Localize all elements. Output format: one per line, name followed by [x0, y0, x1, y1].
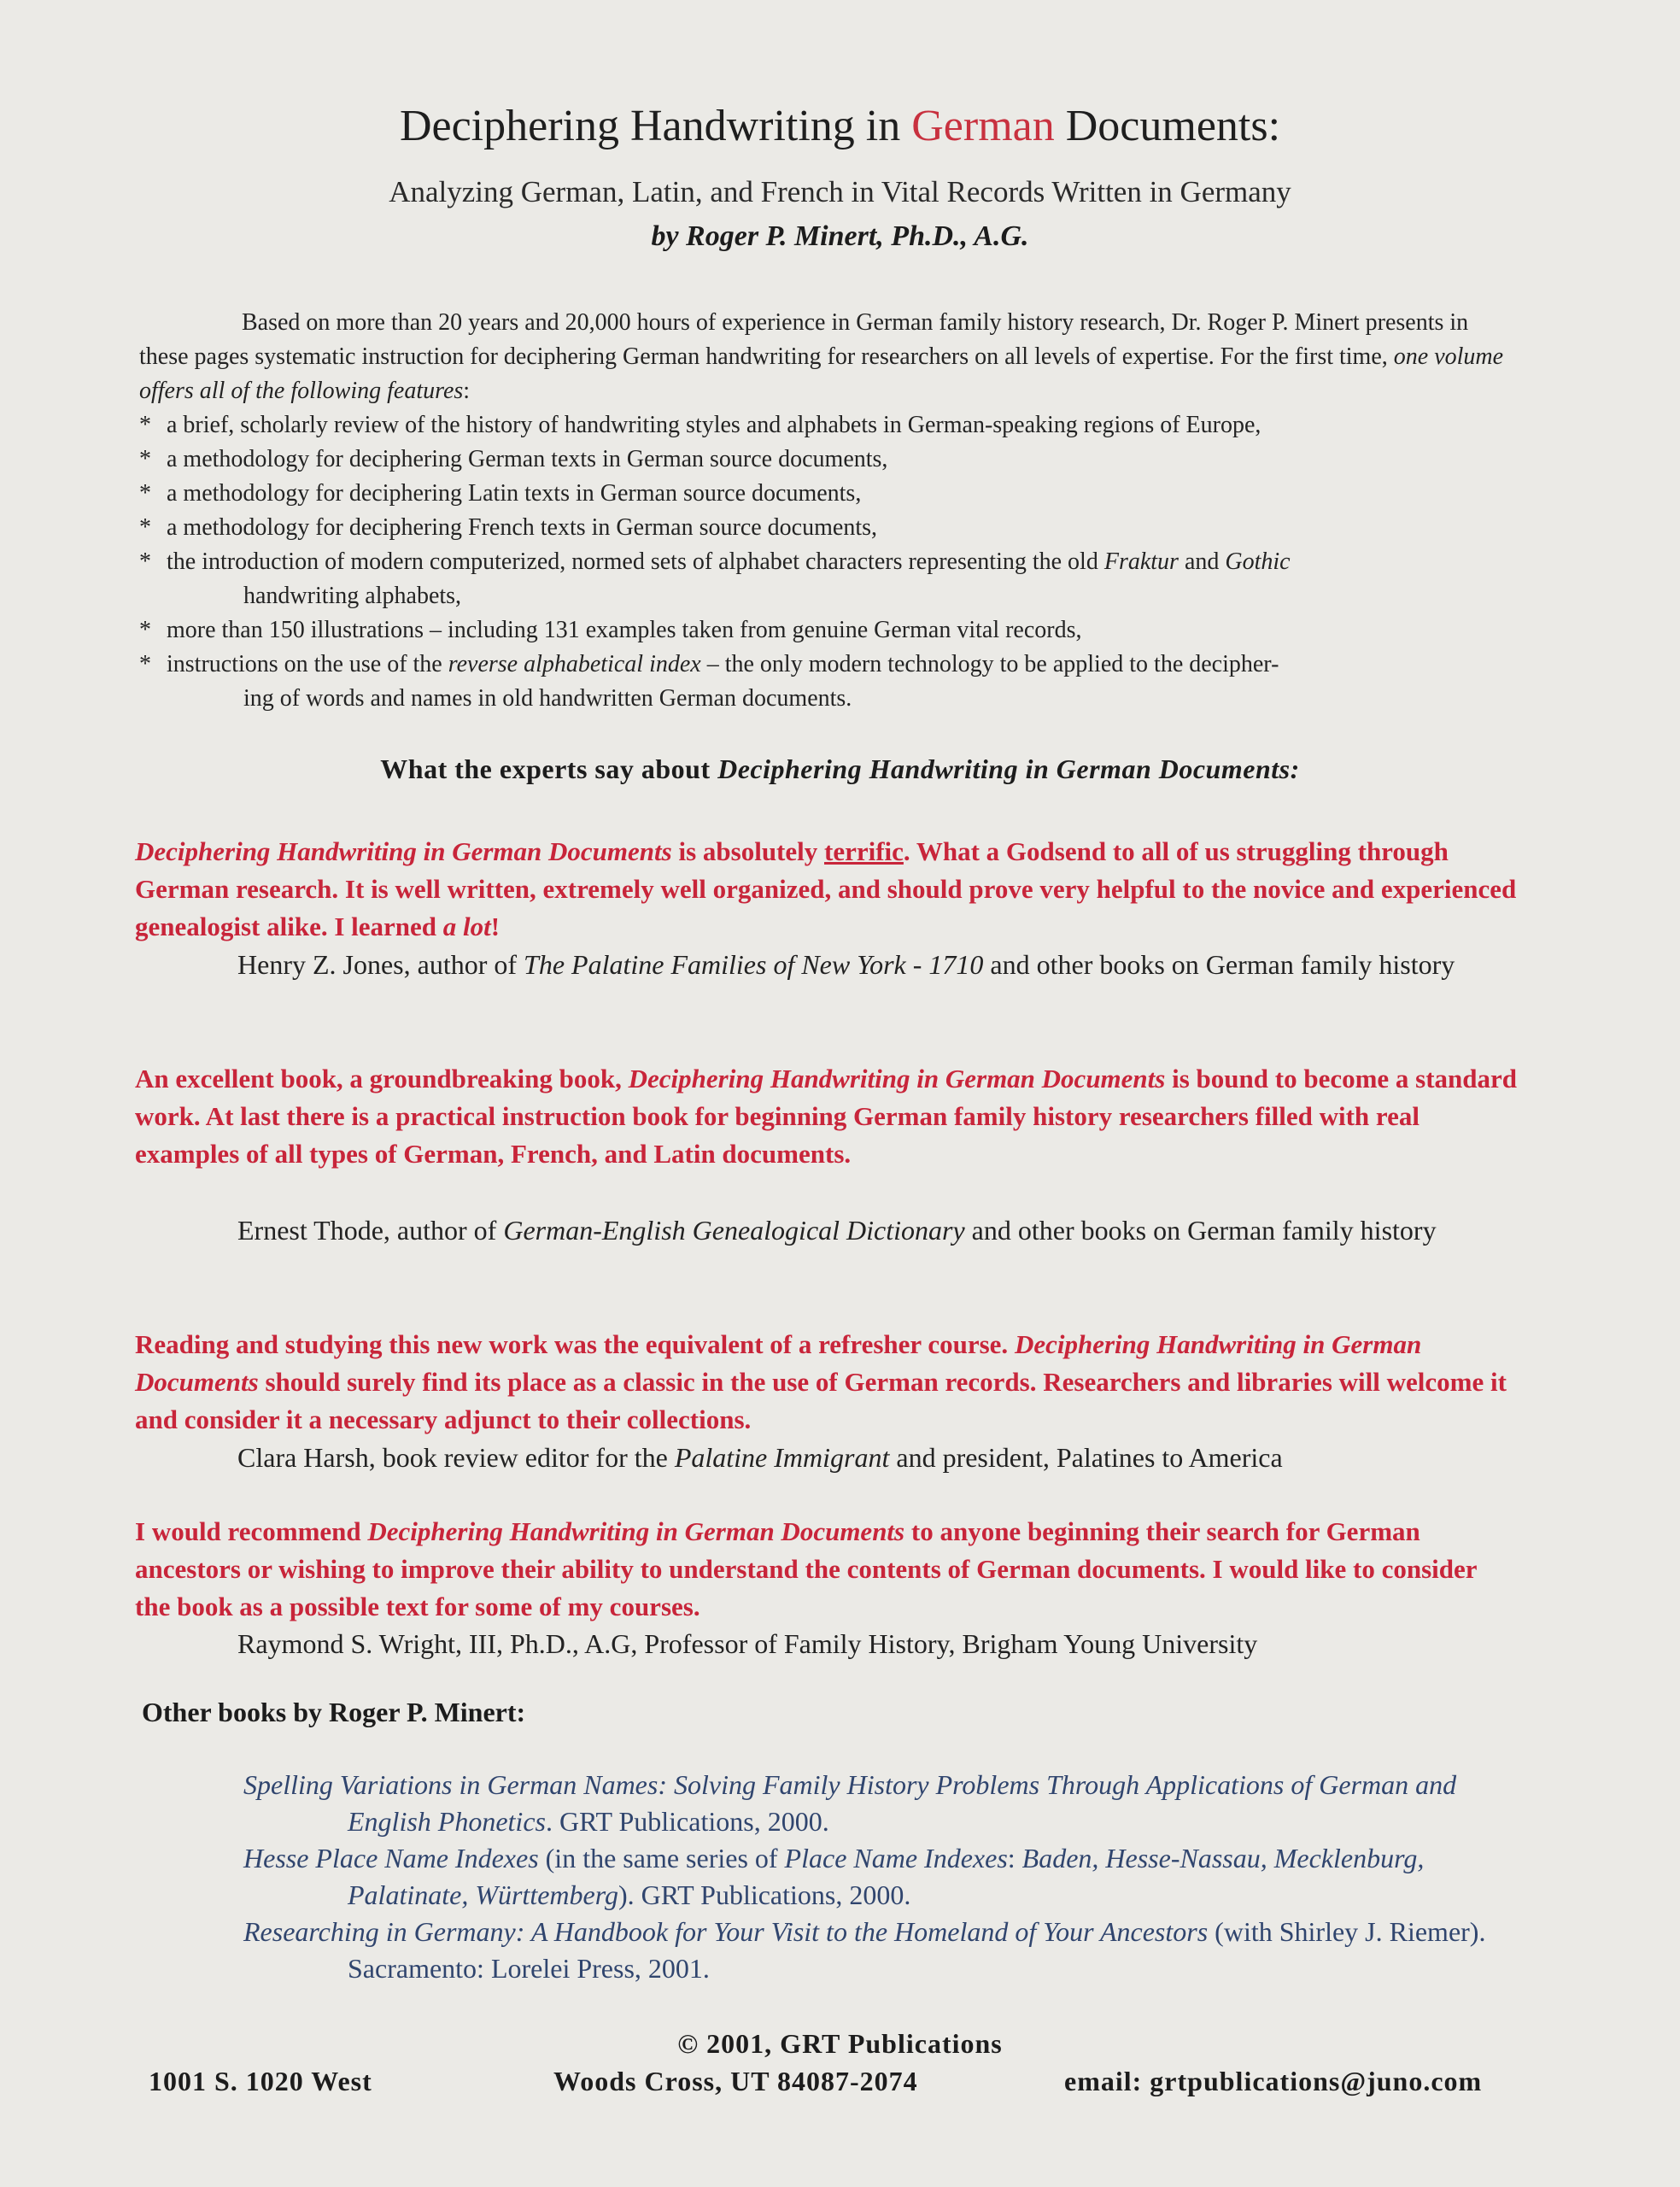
- book-entry: Spelling Variations in German Names: Solving Family History Problems Through Applications of German and English Phonetics. GRT Publications, 2000.: [243, 1769, 1457, 1837]
- review-quote-3: Reading and studying this new work was the equivalent of a refresher course. Deciphering Handwriting in German Documents should surely find its place as a classic in the use of German records. Researchers and libraries will welcome it and consider it a necessary adjunct to their collections.: [135, 1329, 1507, 1434]
- bullet-star: *: [139, 548, 151, 575]
- intro-paragraph: Based on more than 20 years and 20,000 hours of experience in German family history research, Dr. Roger P. Minert presents in these pages systematic instruction for deciphering German handwriting for researchers on all levels of expertise. For the first time, one volume offers all of the following features:: [139, 309, 1504, 404]
- feature-item: * more than 150 illustrations – including 131 examples taken from genuine German vital records,: [139, 613, 1514, 648]
- title-text: Deciphering Handwriting in: [399, 102, 912, 150]
- intro-section: [139, 306, 1514, 716]
- review-attribution-2: Ernest Thode, author of German-English Genealogical Dictionary and other books on German family history: [237, 1215, 1437, 1246]
- review-attribution-3: Clara Harsh, book review editor for the Palatine Immigrant and president, Palatines to America: [237, 1442, 1283, 1473]
- bullet-star: *: [139, 514, 151, 541]
- feature-item: * a methodology for deciphering French texts in German source documents,: [139, 511, 1514, 545]
- book-entry: Researching in Germany: A Handbook for Your Visit to the Homeland of Your Ancestors (with Shirley J. Riemer). Sacramento: Lorelei Press, 2001.: [243, 1916, 1486, 1984]
- bullet-star: *: [139, 617, 151, 643]
- title-text-end: Documents:: [1054, 102, 1281, 150]
- review-attribution-1: Henry Z. Jones, author of The Palatine Families of New York - 1710 and other books on German family history: [237, 949, 1455, 980]
- bullet-star: *: [139, 480, 151, 507]
- feature-item: * a methodology for deciphering Latin texts in German source documents,: [139, 477, 1514, 511]
- publisher-email: email: grtpublications@juno.com: [1064, 2066, 1483, 2096]
- copyright-line: © 2001, GRT Publications: [677, 2028, 1003, 2059]
- underlined-word: terrific: [824, 836, 904, 866]
- review-quote-2: An excellent book, a groundbreaking book, Deciphering Handwriting in German Documents is bound to become a standard work. At last there is a practical instruction book for beginning German family history researchers filled with real examples of all types of German, French, and Latin documents.: [135, 1064, 1518, 1169]
- experts-heading: What the experts say about Deciphering Handwriting in German Documents:: [380, 753, 1300, 784]
- feature-list: [139, 408, 1514, 716]
- feature-item: * a methodology for deciphering German texts in German source documents,: [139, 443, 1514, 477]
- bullet-star: *: [139, 446, 151, 472]
- author-line: by Roger P. Minert, Ph.D., A.G.: [651, 220, 1029, 252]
- review-attribution-4: Raymond S. Wright, III, Ph.D., A.G, Professor of Family History, Brigham Young University: [237, 1628, 1258, 1659]
- feature-item: * a brief, scholarly review of the history of handwriting styles and alphabets in German-speaking regions of Europe,: [139, 408, 1514, 443]
- feature-item: * the introduction of modern computerized, normed sets of alphabet characters representing the old Fraktur and Gothic handwriting alphabets,: [139, 545, 1514, 613]
- page-title: [0, 101, 1680, 151]
- review-quote-1: Deciphering Handwriting in German Documents is absolutely terrific. What a Godsend to all of us struggling through German research. It is well written, extremely well organized, and should prove very helpful to the novice and experienced genealogist alike. I learned a lot!: [135, 836, 1517, 941]
- subtitle: Analyzing German, Latin, and French in Vital Records Written in Germany: [389, 175, 1291, 208]
- other-books-heading: Other books by Roger P. Minert:: [142, 1697, 526, 1727]
- publisher-city: Woods Cross, UT 84087-2074: [553, 2066, 918, 2096]
- other-books-list: [243, 1767, 1507, 1987]
- bullet-star: *: [139, 412, 151, 438]
- feature-item: * instructions on the use of the reverse alphabetical index – the only modern technology to be applied to the decipher- ing of words and names in old handwritten German documents.: [139, 648, 1514, 716]
- book-entry: Hesse Place Name Indexes (in the same series of Place Name Indexes: Baden, Hesse-Nassau, Mecklenburg, Palatinate, Württemberg). GRT Publications, 2000.: [243, 1843, 1425, 1910]
- bullet-star: *: [139, 651, 151, 677]
- publisher-address: 1001 S. 1020 West: [149, 2066, 372, 2096]
- review-quote-4: I would recommend Deciphering Handwriting in German Documents to anyone beginning their search for German ancestors or wishing to improve their ability to understand the contents of German documents. I would like to consider the book as a possible text for some of my courses.: [135, 1516, 1477, 1621]
- title-highlight-word: German: [911, 102, 1055, 150]
